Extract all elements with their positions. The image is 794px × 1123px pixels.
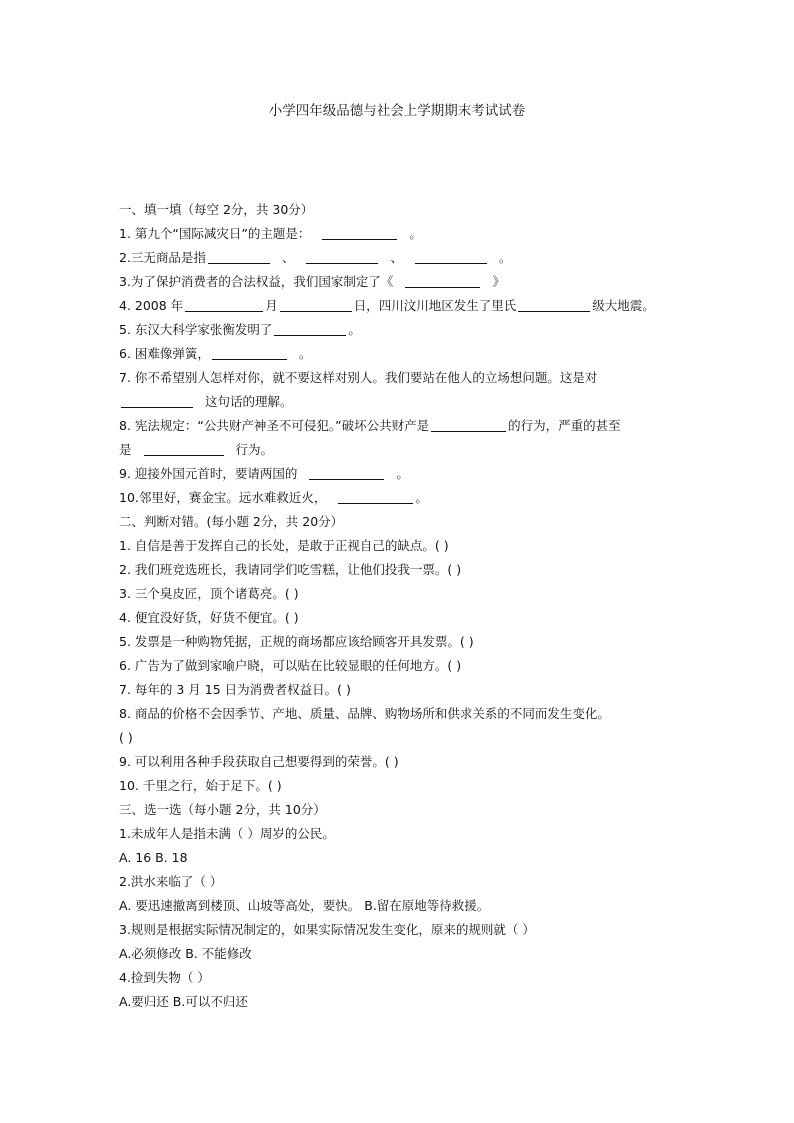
choice-options: A.要归还 B.可以不归还 — [119, 994, 248, 1009]
section-heading-fill: 一、填一填（每空 2分，共 30分） — [119, 202, 314, 217]
question-choose: 1.未成年人是指未满（ ）周岁的公民。 — [119, 826, 335, 841]
section-heading-choose: 三、选一选（每小题 2分，共 10分） — [119, 802, 326, 817]
question-fill-4: 4. 2008 年 月 日，四川汶川地区发生了里氏 级大地震。 — [119, 298, 655, 313]
answer-blank[interactable] — [144, 441, 224, 456]
answer-blank[interactable] — [322, 225, 397, 240]
question-choose: 2.洪水来临了（ ） — [119, 874, 223, 889]
question-fill-7: 7. 你不希望别人怎样对你，就不要这样对别人。我们要站在他人的立场想问题。这是对 — [119, 370, 598, 385]
question-judge: 9. 可以利用各种手段获取自己想要得到的荣誉。( ) — [119, 754, 399, 769]
answer-blank[interactable] — [338, 489, 413, 504]
question-judge: 5. 发票是一种购物凭据，正规的商场都应该给顾客开具发票。( ) — [119, 634, 474, 649]
answer-blank[interactable] — [405, 273, 480, 288]
answer-blank[interactable] — [309, 465, 384, 480]
answer-blank[interactable] — [518, 297, 590, 312]
choice-options: A.必须修改 B. 不能修改 — [119, 946, 252, 961]
question-fill-6: 6. 困难像弹簧， 。 — [119, 346, 312, 361]
question-judge: 7. 每年的 3 月 15 日为消费者权益日。( ) — [119, 682, 351, 697]
answer-blank[interactable] — [306, 249, 378, 264]
question-judge: 8. 商品的价格不会因季节、产地、质量、品牌、购物场所和供求关系的不同而发生变化。 — [119, 706, 610, 721]
question-judge: 2. 我们班竞选班长，我请同学们吃雪糕，让他们投我一票。( ) — [119, 562, 462, 577]
question-choose: 3.规则是根据实际情况制定的，如果实际情况发生变化，原来的规则就（ ） — [119, 922, 535, 937]
question-fill-10: 10.邻里好，赛金宝。远水难救近火， 。 — [119, 490, 428, 505]
question-judge-cont: ( ) — [119, 730, 133, 745]
exam-content — [119, 198, 679, 1014]
question-judge: 6. 广告为了做到家喻户晓，可以贴在比较显眼的任何地方。( ) — [119, 658, 462, 673]
answer-blank[interactable] — [280, 297, 352, 312]
question-judge: 10. 千里之行，始于足下。( ) — [119, 778, 282, 793]
section-heading-judge: 二、判断对错。(每小题 2分，共 20分） — [119, 514, 344, 529]
answer-blank[interactable] — [274, 321, 346, 336]
page-title: 小学四年级品德与社会上学期期末考试试卷 — [268, 103, 526, 119]
choice-options: A. 要迅速撤离到楼顶、山坡等高处，要快。 B.留在原地等待救援。 — [119, 898, 490, 913]
question-fill-1: 1. 第九个“国际减灾日”的主题是： 。 — [119, 226, 422, 241]
answer-blank[interactable] — [208, 249, 270, 264]
question-fill-8: 8. 宪法规定：“公共财产神圣不可侵犯。”破坏公共财产是 的行为，严重的甚至 — [119, 418, 621, 433]
choice-options: A. 16 B. 18 — [119, 850, 188, 865]
answer-blank[interactable] — [431, 417, 506, 432]
answer-blank[interactable] — [212, 345, 287, 360]
question-fill-9: 9. 迎接外国元首时，要请两国的 。 — [119, 466, 409, 481]
question-fill-5: 5. 东汉大科学家张衡发明了 。 — [119, 322, 361, 337]
question-fill-3: 3.为了保护消费者的合法权益，我们国家制定了《 》 — [119, 274, 505, 289]
question-judge: 1. 自信是善于发挥自己的长处，是敢于正视自己的缺点。( ) — [119, 538, 449, 553]
question-judge: 3. 三个臭皮匠，顶个诸葛亮。( ) — [119, 586, 299, 601]
answer-blank[interactable] — [121, 393, 193, 408]
question-choose: 4.捡到失物（ ） — [119, 970, 210, 985]
question-fill-8-cont: 是 行为。 — [119, 442, 274, 457]
question-fill-2: 2.三无商品是指 、 、 。 — [119, 250, 512, 265]
answer-blank[interactable] — [415, 249, 487, 264]
question-fill-7-cont: 这句话的理解。 — [119, 390, 679, 414]
question-judge: 4. 便宜没好货，好货不便宜。( ) — [119, 610, 299, 625]
answer-blank[interactable] — [185, 297, 263, 312]
